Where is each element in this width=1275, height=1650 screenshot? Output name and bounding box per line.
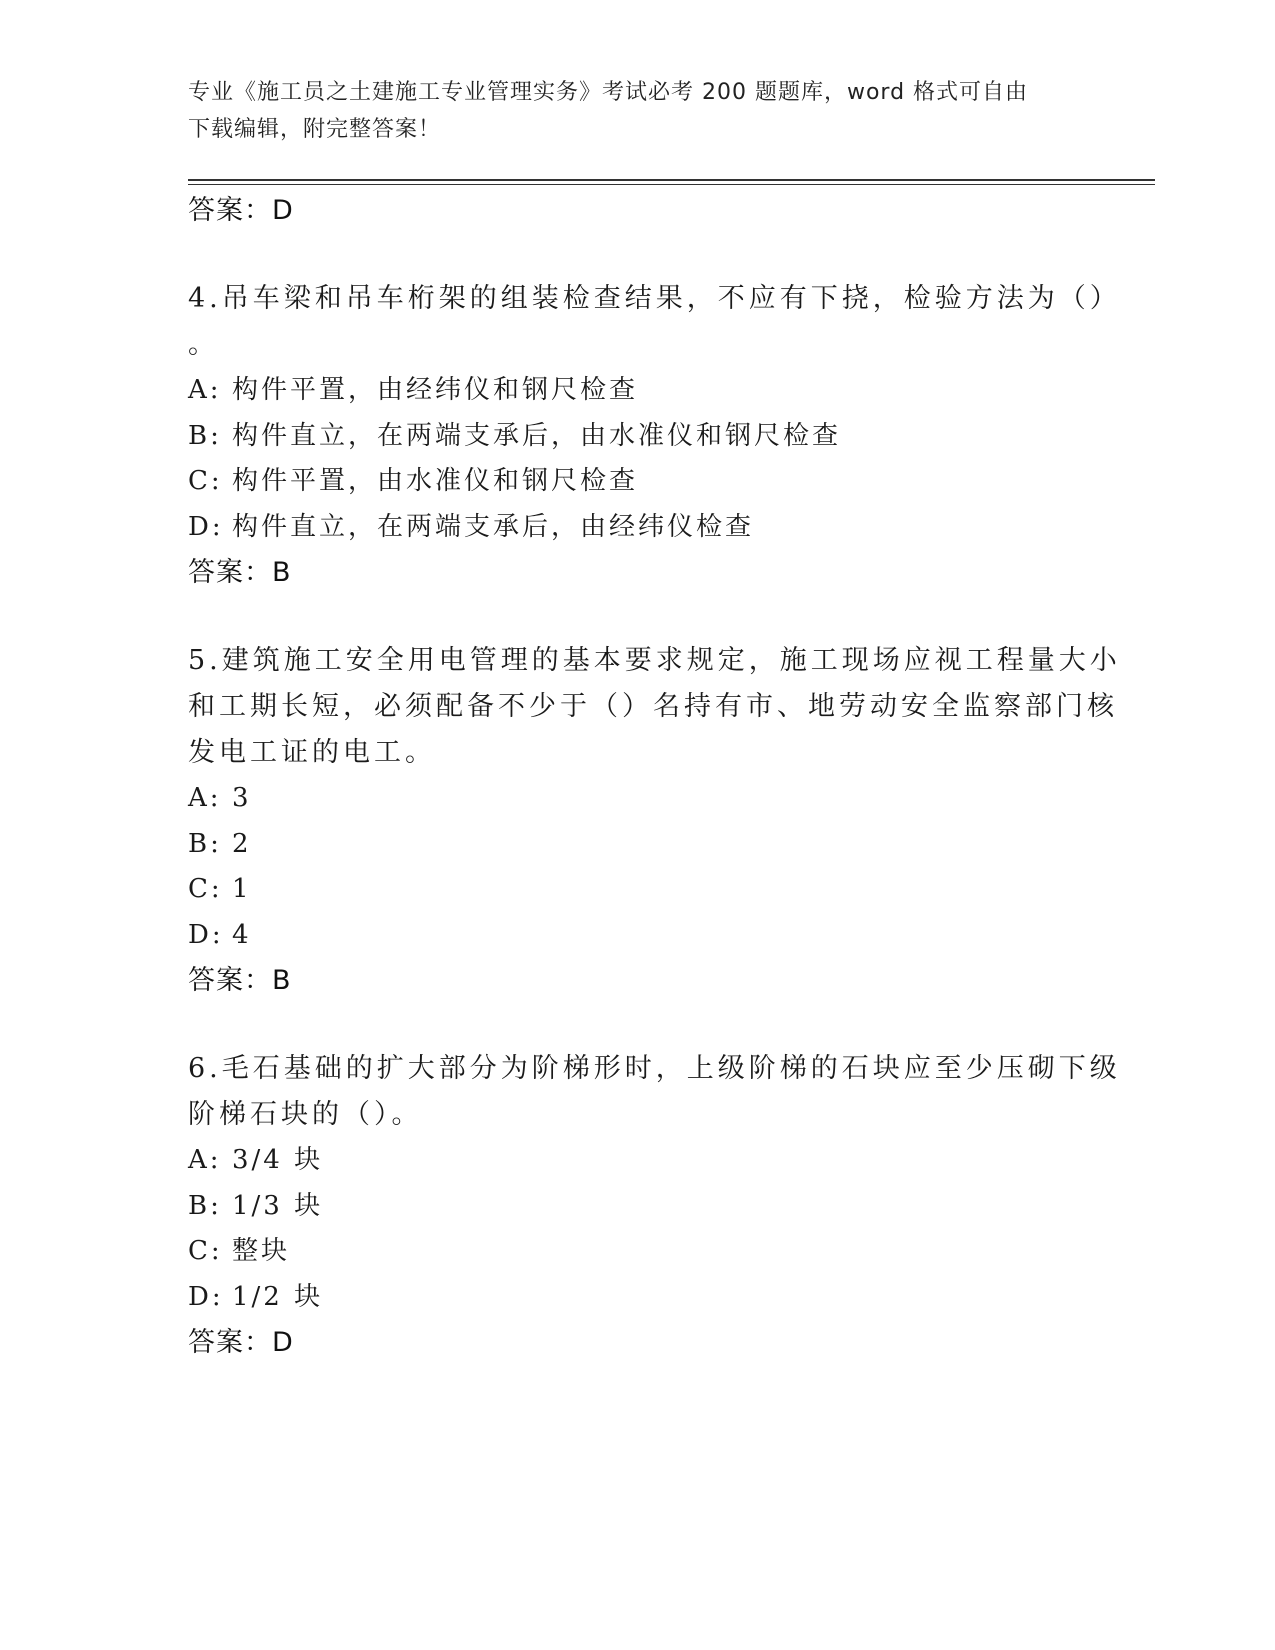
stem-line: 4.吊车梁和吊车桁架的组装检查结果，不应有下挠，检验方法为（） xyxy=(188,283,1121,314)
option-c xyxy=(188,459,1068,505)
question-stem xyxy=(188,276,1121,368)
option-text: 3/4 块 xyxy=(232,1145,324,1175)
option-text: 整块 xyxy=(232,1236,291,1266)
option-d xyxy=(188,913,1068,959)
option-letter: D: xyxy=(188,919,224,950)
option-text: 构件平置，由经纬仪和钢尺检查 xyxy=(232,375,639,405)
option-letter: B: xyxy=(188,828,222,859)
option-text: 构件直立，在两端支承后，由水准仪和钢尺检查 xyxy=(232,420,842,451)
answer-line: 答案：D xyxy=(188,1327,294,1358)
option-text: 构件平置，由水准仪和钢尺检查 xyxy=(232,466,639,496)
header-line-1: 专业《施工员之土建施工专业管理实务》考试必考 200 题题库，word 格式可自由 xyxy=(188,80,1029,105)
option-a xyxy=(188,1138,1068,1184)
stem-line: 阶梯石块的（）。 xyxy=(188,1099,423,1130)
question-item xyxy=(188,638,1121,1004)
option-b xyxy=(188,414,1068,460)
header-line-2: 下载编辑，附完整答案！ xyxy=(188,117,442,142)
option-letter: A: xyxy=(188,783,222,813)
option-c xyxy=(188,1229,1068,1275)
option-letter: C: xyxy=(188,874,223,904)
option-a xyxy=(188,368,1068,414)
option-b xyxy=(188,1184,1068,1230)
question-list xyxy=(188,188,1121,1366)
option-text: 构件直立，在两端支承后，由经纬仪检查 xyxy=(232,511,755,542)
previous-answer: 答案：D xyxy=(188,195,294,226)
answer-line: 答案：B xyxy=(188,965,292,996)
option-letter: A: xyxy=(188,375,222,405)
stem-line: 发电工证的电工。 xyxy=(188,737,436,768)
option-a xyxy=(188,776,1068,822)
question-item xyxy=(188,1046,1121,1366)
header-divider-thick xyxy=(188,179,1155,181)
option-text: 1 xyxy=(232,874,252,904)
option-letter: D: xyxy=(188,1281,224,1312)
option-text: 1/3 块 xyxy=(232,1190,324,1221)
option-text: 4 xyxy=(232,919,252,950)
option-letter: B: xyxy=(188,1190,222,1221)
option-text: 3 xyxy=(232,783,252,813)
option-letter: A: xyxy=(188,1145,222,1175)
stem-line: 和工期长短，必须配备不少于（）名持有市、地劳动安全监察部门核 xyxy=(188,691,1118,722)
option-letter: C: xyxy=(188,466,223,496)
question-item xyxy=(188,276,1121,596)
stem-line: 。 xyxy=(188,329,219,360)
question-stem xyxy=(188,638,1121,776)
option-text: 1/2 块 xyxy=(232,1281,324,1312)
option-c xyxy=(188,867,1068,913)
document-header xyxy=(188,74,1068,148)
option-letter: B: xyxy=(188,420,222,451)
option-letter: C: xyxy=(188,1236,223,1266)
stem-line: 5.建筑施工安全用电管理的基本要求规定，施工现场应视工程量大小 xyxy=(188,645,1121,676)
stem-line: 6.毛石基础的扩大部分为阶梯形时，上级阶梯的石块应至少压砌下级 xyxy=(188,1053,1121,1084)
answer-line: 答案：B xyxy=(188,557,292,588)
option-letter: D: xyxy=(188,511,224,542)
option-d xyxy=(188,505,1068,551)
question-stem xyxy=(188,1046,1121,1138)
option-d xyxy=(188,1275,1068,1321)
header-divider-thin xyxy=(188,184,1155,185)
option-b xyxy=(188,822,1068,868)
option-text: 2 xyxy=(232,828,252,859)
